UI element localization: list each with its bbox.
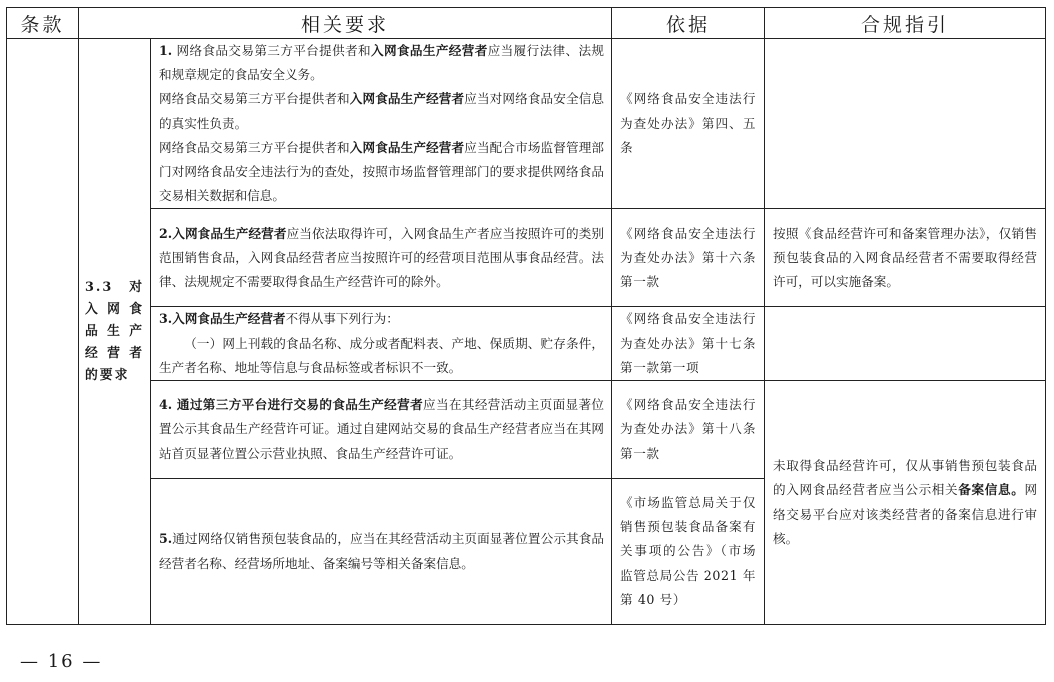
- clause-label: 3.3 对入网食品生产经营者的要求: [85, 279, 144, 383]
- basis-cell-1: 《网络食品安全违法行为查处办法》第四、五条: [612, 39, 765, 209]
- requirement-cell-5: 5.通过网络仅销售预包装食品的，应当在其经营活动主页面显著位置公示其食品经营者名称、经营场所地址、备案编号等相关备案信息。: [151, 479, 612, 625]
- basis-cell-4: 《网络食品安全违法行为查处办法》第十八条第一款: [612, 381, 765, 479]
- guidance-text-4: 未取得食品经营许可，仅从事销售预包装食品的入网食品经营者应当公示相关备案信息。网络交易平台应对该类经营者的备案信息进行审核。: [773, 458, 1038, 546]
- table-header-row: [7, 8, 1046, 39]
- requirement-cell-3: 3.入网食品生产经营者不得从事下列行为： （一）网上刊载的食品名称、成分或者配料表、产地、保质期、贮存条件，生产者名称、地址等信息与食品标签或者标识不一致。: [151, 307, 612, 381]
- header-requirements: 相关要求: [79, 8, 612, 39]
- header-clause: 条款: [7, 8, 79, 39]
- table-row: [7, 39, 1046, 209]
- guidance-cell-3: [765, 307, 1046, 381]
- requirement-cell-1: 1. 网络食品交易第三方平台提供者和入网食品生产经营者应当履行法律、法规和规章规定的食品安全义务。 网络食品交易第三方平台提供者和入网食品生产经营者应当对网络食品安全信息的真实性负责。 网络食品交易第三方平台提供者和入网食品生产经营者应当配合市场监督管理部门对网络食品安全违法行为的查处，按照市场监督管理部门的要求提供网络食品交易相关数据和信息。: [151, 39, 612, 209]
- requirement-cell-2: 2.入网食品生产经营者应当依法取得许可，入网食品生产者应当按照许可的类别范围销售食品，入网食品经营者应当按照许可的经营项目范围从事食品经营。法律、法规规定不需要取得食品生产经营许可的除外。: [151, 209, 612, 307]
- header-guidance: 合规指引: [765, 8, 1046, 39]
- clause-cell: [79, 39, 151, 625]
- clause-empty-cell: [7, 39, 79, 625]
- page-number: — 16 —: [20, 651, 103, 672]
- table-row: [7, 307, 1046, 381]
- basis-cell-3: 《网络食品安全违法行为查处办法》第十七条第一款第一项: [612, 307, 765, 381]
- guidance-cell-4: [765, 381, 1046, 625]
- table-row: [7, 381, 1046, 479]
- header-basis: 依据: [612, 8, 765, 39]
- basis-cell-5: 《市场监管总局关于仅销售预包装食品备案有关事项的公告》（市场监管总局公告 2021 年第 40 号）: [612, 479, 765, 625]
- regulation-table: [6, 7, 1046, 625]
- guidance-cell-1: [765, 39, 1046, 209]
- guidance-cell-2: 按照《食品经营许可和备案管理办法》，仅销售预包装食品的入网食品经营者不需要取得经营许可，可以实施备案。: [765, 209, 1046, 307]
- requirement-cell-4: 4. 通过第三方平台进行交易的食品生产经营者应当在其经营活动主页面显著位置公示其食品生产经营许可证。通过自建网站交易的食品生产经营者应当在其网站首页显著位置公示营业执照、食品生产经营许可证。: [151, 381, 612, 479]
- basis-cell-2: 《网络食品安全违法行为查处办法》第十六条第一款: [612, 209, 765, 307]
- table-row: [7, 209, 1046, 307]
